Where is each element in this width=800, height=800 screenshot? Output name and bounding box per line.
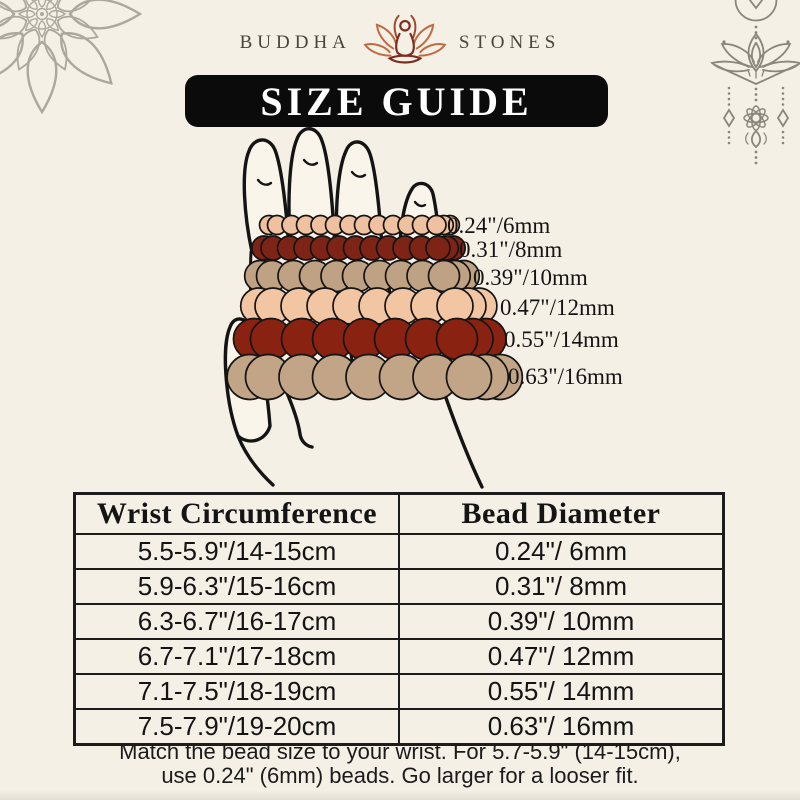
- size-table: [73, 492, 725, 746]
- wrist-cell: 6.7-7.1"/17-18cm: [75, 639, 400, 674]
- table-row: [75, 674, 724, 709]
- bead-cell: 0.31"/ 8mm: [399, 569, 724, 604]
- bracelet-size-label: 0.55"/14mm: [504, 327, 619, 352]
- table-row: [75, 604, 724, 639]
- note-line-2: use 0.24" (6mm) beads. Go larger for a looser fit.: [161, 763, 639, 788]
- wrist-cell: 6.3-6.7"/16-17cm: [75, 604, 400, 639]
- bracelet-size-label: 0.47"/12mm: [500, 295, 615, 320]
- bracelet-row: [260, 216, 460, 235]
- bead: [429, 261, 460, 292]
- bracelet-size-label: 0.39"/10mm: [473, 265, 588, 290]
- banner-title: SIZE GUIDE: [260, 78, 533, 124]
- table-row: [75, 534, 724, 569]
- wrist-cell: 5.9-6.3"/15-16cm: [75, 569, 400, 604]
- table-header-wrist: Wrist Circumference: [75, 494, 400, 535]
- bead-cell: 0.24"/ 6mm: [399, 534, 724, 569]
- bead-cell: 0.55"/ 14mm: [399, 674, 724, 709]
- bracelet-row: [233, 319, 506, 360]
- bead: [427, 216, 446, 235]
- bracelet-size-label: 0.31"/8mm: [459, 237, 563, 262]
- bead: [447, 355, 492, 400]
- bracelet-row: [252, 236, 465, 260]
- lotus-meditation-icon: [361, 14, 449, 72]
- bracelet-size-label: 0.63"/16mm: [508, 364, 623, 389]
- brand-name-right: STONES: [458, 32, 561, 53]
- wrist-cell: 7.5-7.9"/19-20cm: [75, 709, 400, 745]
- table-header-row: [75, 494, 724, 535]
- bracelet-size-label: 0.24"/6mm: [447, 213, 551, 238]
- hand-bracelet-diagram: [180, 125, 640, 500]
- bead: [426, 236, 450, 260]
- bead-cell: 0.63"/ 16mm: [399, 709, 724, 745]
- fit-note: [0, 740, 800, 788]
- bracelet-row: [245, 261, 480, 292]
- brand-logo: [0, 14, 800, 72]
- wrist-cell: 5.5-5.9"/14-15cm: [75, 534, 400, 569]
- bracelet-row: [227, 355, 522, 400]
- bead: [437, 319, 478, 360]
- brand-name-left: BUDDHA: [239, 32, 351, 53]
- table-row: [75, 639, 724, 674]
- table-header-bead: Bead Diameter: [399, 494, 724, 535]
- size-guide-banner: [185, 75, 608, 127]
- wrist-cell: 7.1-7.5"/18-19cm: [75, 674, 400, 709]
- bead-cell: 0.39"/ 10mm: [399, 604, 724, 639]
- table-row: [75, 569, 724, 604]
- note-line-1: Match the bead size to your wrist. For 5.7-5.9" (14-15cm),: [119, 739, 681, 764]
- bead-cell: 0.47"/ 12mm: [399, 639, 724, 674]
